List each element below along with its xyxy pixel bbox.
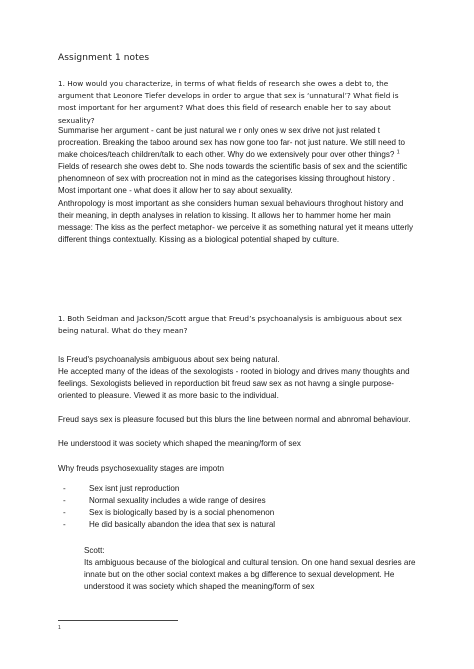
answer-2 <box>58 354 420 475</box>
freud-question-line: Is Freud's psychoanalysis ambiguous about sex being natural. <box>58 355 280 364</box>
fields-paragraph: Fields of research she owes debt to. She nods towards the scientific basis of sex and the scientific phenomneon of sex with procreation not in mind as the categorises kissing throughout history . <box>58 162 408 184</box>
society-line: He understood it was society which shaped the meaning/form of sex <box>58 439 301 449</box>
scott-section <box>84 545 420 593</box>
scott-label: Scott: <box>84 546 105 555</box>
question-1: 1. How would you characterize, in terms of what fields of research she owes a debt to, the argument that Leonore Tiefer develops in order to argue that sex is ‘unnatural’? What field is most important for her argument? What does this field of research enable her to say about sexuality? <box>58 79 399 125</box>
sexologists-paragraph: He accepted many of the ideas of the sexologists - rooted in biology and drives many thoughts and feelings. Sexologists believed in reporduction bit freud saw sex as not havng a single purpose- oriented to pleasure. Viewed it as more basic to the individual. <box>58 367 410 401</box>
list-item: - Sex isnt just reproduction <box>63 484 180 493</box>
list-item: - He did basically abandon the idea that sex is natural <box>63 520 276 530</box>
question-2: 1. Both Seidman and Jackson/Scott argue that Freud’s psychoanalysis is ambiguous about sex being natural. What do they mean? <box>58 314 402 336</box>
anthropology-paragraph: Anthropology is most important as she considers human sexual behaviours throghout history and their meaning, in depth analyses in relation to kissing. It allows her to hammer home her main message: The kiss as the perfect metaphor- we perceive it as something natural yet it means utterly different things contextually. Kissing as a biological potential shaped by culture. <box>58 198 413 244</box>
important-line: Most important one - what does it allow her to say about sexuality. <box>58 186 293 196</box>
list-item: - Normal sexuality includes a wide range of desires <box>63 496 266 506</box>
footnote-rule <box>58 620 178 621</box>
summary-text: Summarise her argument - cant be just natural we r only ones w sex drive not just related t procreation. Breaking the taboo around sex has now gone too far- not just nature. We still need to make choices/teach children/talk to each other. Why do we extensively pour over other things? <box>58 126 405 160</box>
stages-heading: Why freuds psychosexuality stages are impotn <box>58 463 224 473</box>
scott-text: Its ambiguous because of the biological and cultural tension. On one hand sexual desries are innate but on the other social context makes a bg difference to sexual development. He understood it was society which shaped the meaning/form of sex <box>84 558 416 592</box>
stages-list <box>58 483 418 531</box>
page-title: Assignment 1 notes <box>58 53 150 63</box>
list-item: - Sex is biologically based by is a social phenomenon <box>63 508 275 518</box>
pleasure-paragraph: Freud says sex is pleasure focused but this blurs the line between normal and abnromal behaviour. <box>58 415 411 425</box>
footnote-marker: 1 <box>58 625 61 631</box>
summary-paragraph <box>58 125 420 161</box>
answer-1 <box>58 125 420 246</box>
footnote-ref: 1 <box>396 149 400 156</box>
